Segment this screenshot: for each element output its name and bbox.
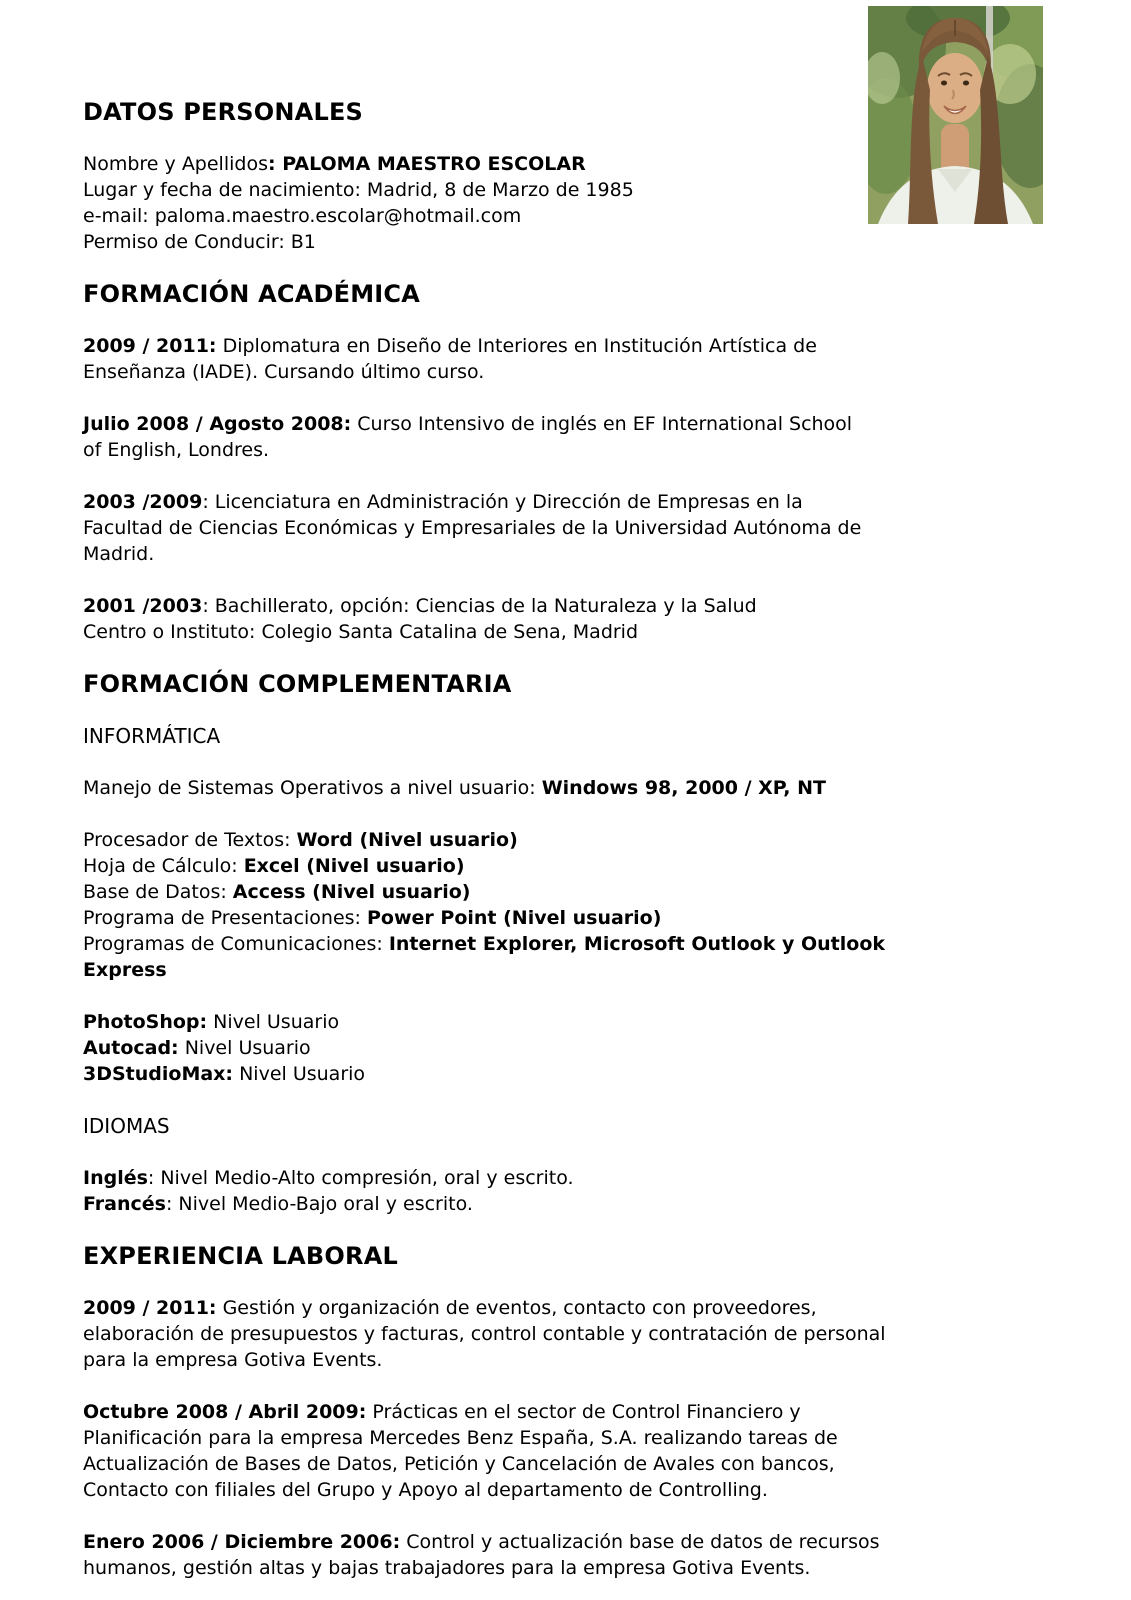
- cv-content: [83, 99, 1063, 1581]
- bold-text: Internet Explorer, Microsoft Outlook y Outlook: [388, 933, 886, 955]
- bold-text: 2009 / 2011:: [83, 1297, 217, 1319]
- education-item-2003-2009-line: [83, 515, 1063, 541]
- regular-text: Prácticas en el sector de Control Financiero y: [366, 1401, 801, 1423]
- bold-text: Francés: [83, 1193, 166, 1215]
- experience-item-2009-2011-line: [83, 1295, 1063, 1321]
- experience-item-2008-2009-line: [83, 1399, 1063, 1425]
- experience-item-2009-2011-line: [83, 1347, 1063, 1373]
- regular-text: Enseñanza (IADE). Cursando último curso.: [83, 361, 485, 383]
- bold-text: Express: [83, 959, 167, 981]
- regular-text: e-mail: paloma.maestro.escolar@hotmail.com: [83, 205, 522, 227]
- personal-info-line: [83, 151, 1063, 177]
- bold-text: Excel (Nivel usuario): [243, 855, 465, 877]
- bold-text: : PALOMA MAESTRO ESCOLAR: [267, 153, 586, 175]
- regular-text: Contacto con filiales del Grupo y Apoyo al departamento de Controlling.: [83, 1479, 768, 1501]
- regular-text: Nivel Usuario: [207, 1011, 340, 1033]
- experience-item-2006: [83, 1529, 1063, 1581]
- regular-text: para la empresa Gotiva Events.: [83, 1349, 383, 1371]
- regular-text: of English, Londres.: [83, 439, 270, 461]
- regular-text: Base de Datos:: [83, 881, 233, 903]
- regular-text: Centro o Instituto: Colegio Santa Catalina de Sena, Madrid: [83, 621, 639, 643]
- bold-text: 2009 / 2011:: [83, 335, 217, 357]
- software-skills-line: [83, 957, 1063, 983]
- regular-text: Programa de Presentaciones:: [83, 907, 367, 929]
- regular-text: Nombre y Apellidos: [83, 153, 268, 175]
- regular-text: : Nivel Medio-Bajo oral y escrito.: [165, 1193, 473, 1215]
- education-item-2001-2003-line: [83, 619, 1063, 645]
- personal-info-line: [83, 203, 1063, 229]
- operating-systems-line-line: [83, 775, 1063, 801]
- regular-text: Planificación para la empresa Mercedes Benz España, S.A. realizando tareas de: [83, 1427, 838, 1449]
- software-skills-line: [83, 931, 1063, 957]
- heading-formacion-complementaria: FORMACIÓN COMPLEMENTARIA: [83, 670, 512, 698]
- regular-text: Facultad de Ciencias Económicas y Empresariales de la Universidad Autónoma de: [83, 517, 862, 539]
- regular-text: Diplomatura en Diseño de Interiores en Institución Artística de: [216, 335, 817, 357]
- experience-item-2008-2009-line: [83, 1451, 1063, 1477]
- design-tools-skills-line: [83, 1035, 1063, 1061]
- personal-info-line: [83, 229, 1063, 255]
- regular-text: Gestión y organización de eventos, contacto con proveedores,: [216, 1297, 817, 1319]
- education-item-2003-2009: [83, 489, 1063, 567]
- software-skills-line: [83, 853, 1063, 879]
- regular-text: Hoja de Cálculo:: [83, 855, 244, 877]
- regular-text: humanos, gestión altas y bajas trabajadores para la empresa Gotiva Events.: [83, 1557, 811, 1579]
- regular-text: Programas de Comunicaciones:: [83, 933, 389, 955]
- education-item-2008-line: [83, 411, 1063, 437]
- subheading-idiomas: IDIOMAS: [83, 1114, 170, 1138]
- bold-text: Enero 2006 / Diciembre 2006:: [83, 1531, 401, 1553]
- education-item-2003-2009-line: [83, 489, 1063, 515]
- bold-text: Autocad:: [83, 1037, 179, 1059]
- experience-item-2006-line: [83, 1529, 1063, 1555]
- languages-line: [83, 1165, 1063, 1191]
- education-item-2008: [83, 411, 1063, 463]
- regular-text: : Bachillerato, opción: Ciencias de la Naturaleza y la Salud: [202, 595, 757, 617]
- software-skills-line: [83, 879, 1063, 905]
- regular-text: : Nivel Medio-Alto compresión, oral y escrito.: [147, 1167, 574, 1189]
- regular-text: elaboración de presupuestos y facturas, control contable y contratación de personal: [83, 1323, 886, 1345]
- bold-text: 3DStudioMax:: [83, 1063, 234, 1085]
- experience-item-2008-2009-line: [83, 1477, 1063, 1503]
- regular-text: Curso Intensivo de inglés en EF International School: [351, 413, 853, 435]
- heading-formacion-academica: FORMACIÓN ACADÉMICA: [83, 280, 420, 308]
- regular-text: Nivel Usuario: [178, 1037, 311, 1059]
- design-tools-skills: [83, 1009, 1063, 1087]
- subheading-informatica: INFORMÁTICA: [83, 724, 221, 748]
- operating-systems-line: [83, 775, 1063, 801]
- personal-info: [83, 151, 1063, 255]
- design-tools-skills-line: [83, 1061, 1063, 1087]
- bold-text: Inglés: [83, 1167, 148, 1189]
- regular-text: Control y actualización base de datos de recursos: [400, 1531, 880, 1553]
- software-skills-line: [83, 905, 1063, 931]
- bold-text: Word (Nivel usuario): [296, 829, 518, 851]
- experience-item-2008-2009: [83, 1399, 1063, 1503]
- education-item-2008-line: [83, 437, 1063, 463]
- experience-item-2009-2011: [83, 1295, 1063, 1373]
- bold-text: Octubre 2008 / Abril 2009:: [83, 1401, 367, 1423]
- bold-text: PhotoShop:: [83, 1011, 208, 1033]
- experience-item-2009-2011-line: [83, 1321, 1063, 1347]
- heading-experiencia-laboral: EXPERIENCIA LABORAL: [83, 1242, 398, 1270]
- bold-text: 2001 /2003: [83, 595, 203, 617]
- education-item-2001-2003: [83, 593, 1063, 645]
- regular-text: Manejo de Sistemas Operativos a nivel usuario:: [83, 777, 542, 799]
- regular-text: Madrid.: [83, 543, 155, 565]
- languages-line: [83, 1191, 1063, 1217]
- design-tools-skills-line: [83, 1009, 1063, 1035]
- languages: [83, 1165, 1063, 1217]
- education-item-2009-2011: [83, 333, 1063, 385]
- bold-text: Julio 2008 / Agosto 2008:: [83, 413, 352, 435]
- education-item-2009-2011-line: [83, 333, 1063, 359]
- regular-text: : Licenciatura en Administración y Dirección de Empresas en la: [202, 491, 803, 513]
- experience-item-2006-line: [83, 1555, 1063, 1581]
- software-skills: [83, 827, 1063, 983]
- regular-text: Permiso de Conducir: B1: [83, 231, 316, 253]
- heading-datos-personales: DATOS PERSONALES: [83, 98, 364, 126]
- bold-text: 2003 /2009: [83, 491, 203, 513]
- bold-text: Power Point (Nivel usuario): [367, 907, 662, 929]
- education-item-2003-2009-line: [83, 541, 1063, 567]
- regular-text: Nivel Usuario: [233, 1063, 366, 1085]
- education-item-2009-2011-line: [83, 359, 1063, 385]
- software-skills-line: [83, 827, 1063, 853]
- experience-item-2008-2009-line: [83, 1425, 1063, 1451]
- personal-info-line: [83, 177, 1063, 203]
- bold-text: Windows 98, 2000 / XP, NT: [541, 777, 826, 799]
- regular-text: Actualización de Bases de Datos, Petición y Cancelación de Avales con bancos,: [83, 1453, 835, 1475]
- regular-text: Procesador de Textos:: [83, 829, 297, 851]
- education-item-2001-2003-line: [83, 593, 1063, 619]
- bold-text: Access (Nivel usuario): [232, 881, 471, 903]
- regular-text: Lugar y fecha de nacimiento: Madrid, 8 de Marzo de 1985: [83, 179, 634, 201]
